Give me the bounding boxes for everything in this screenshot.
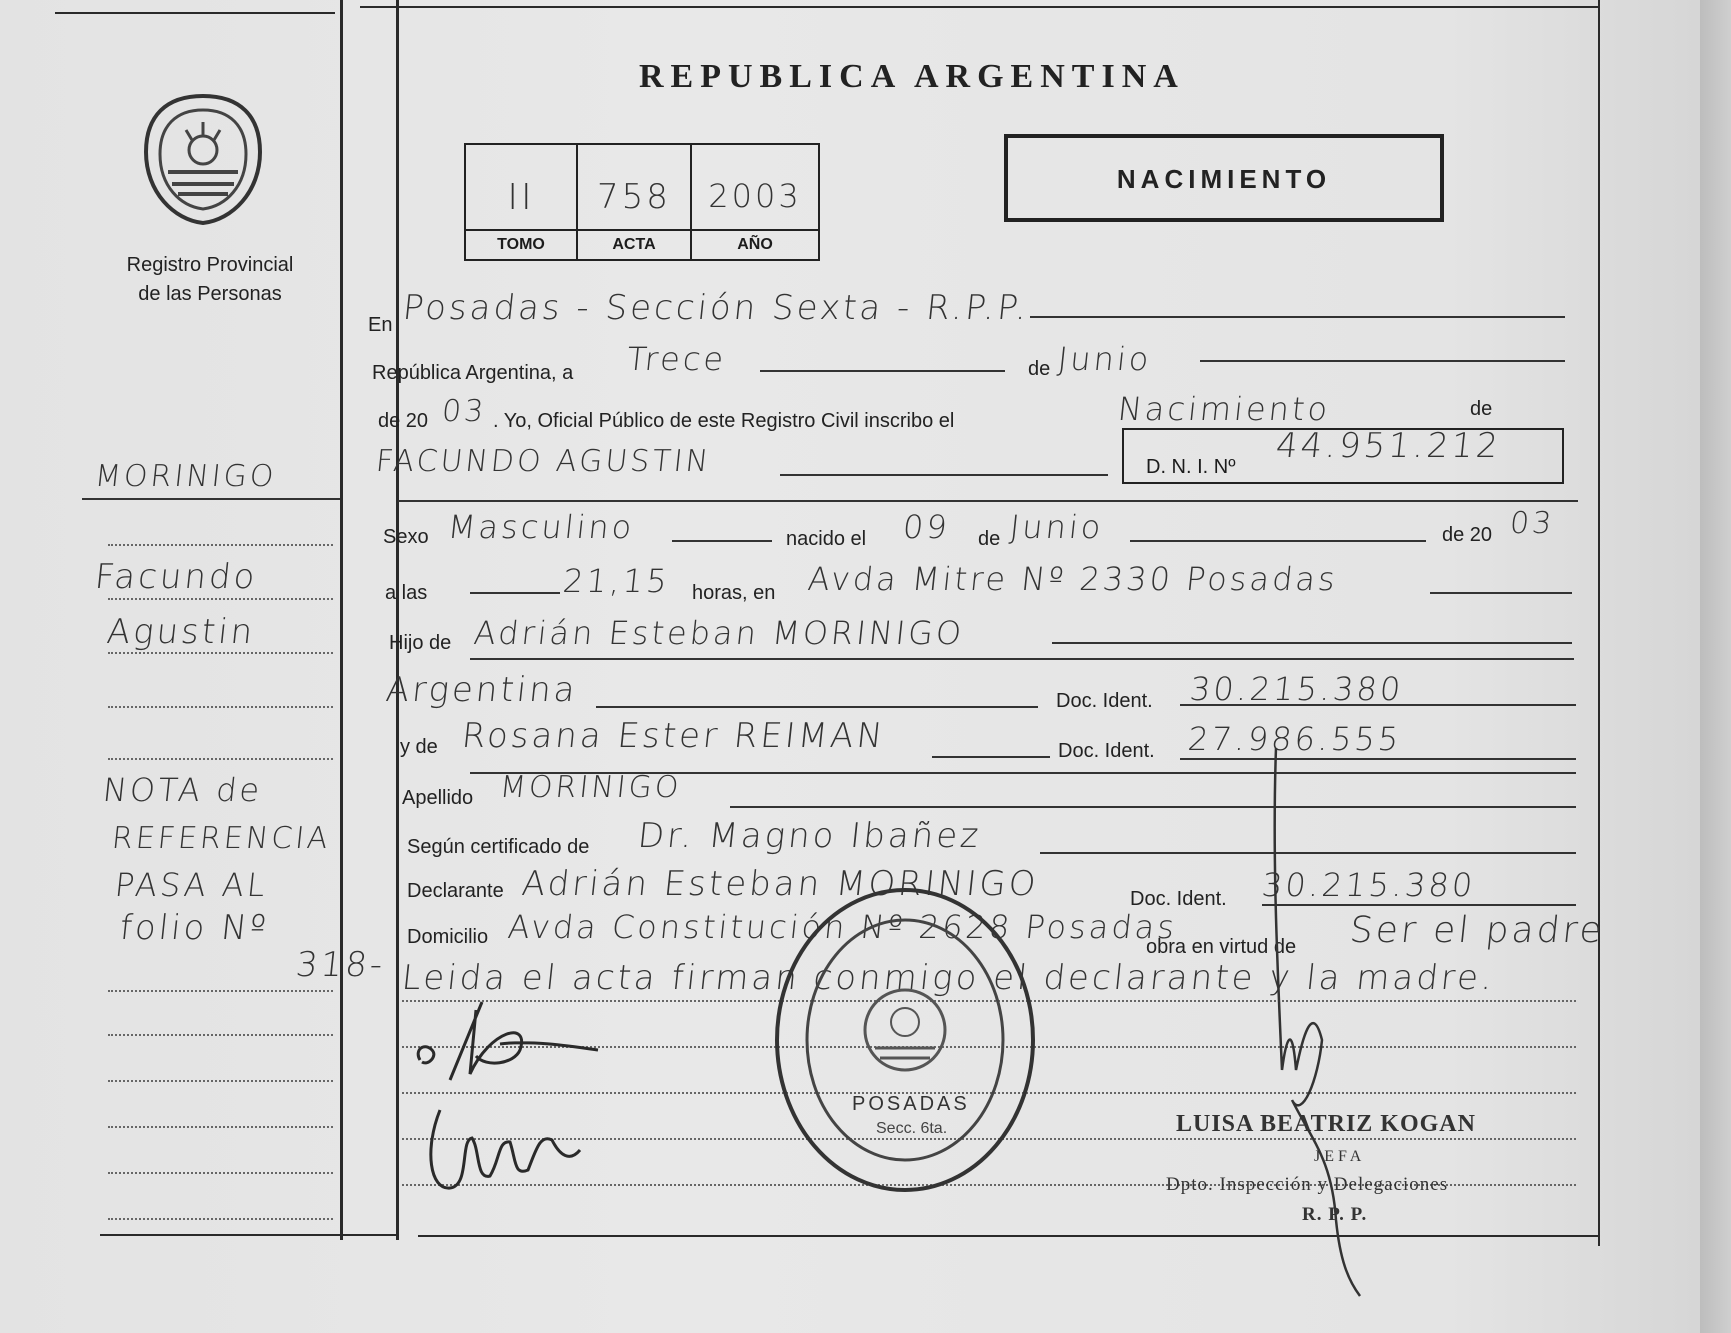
form-rule (760, 370, 1005, 372)
republica-label: República Argentina, a (372, 362, 574, 384)
mother-name: Rosana Ester REIMAN (459, 716, 888, 756)
form-rule (1030, 316, 1565, 318)
domicilio-label: Domicilio (407, 926, 489, 948)
horas-label: horas, en (692, 582, 776, 604)
closing-statement: Leida el acta firman conmigo el declarante y la madre. (399, 958, 1498, 998)
registry-name-line2: de las Personas (138, 283, 282, 305)
official-name: LUISA BEATRIZ KOGAN (1176, 1111, 1476, 1137)
hijo-label: Hijo de (389, 632, 452, 654)
anio-label: AÑO (692, 229, 818, 259)
form-rule (672, 540, 772, 542)
margin-rule (108, 1218, 333, 1220)
form-rule (398, 500, 1578, 502)
official-seal-icon (770, 880, 1040, 1200)
margin-rule (108, 1080, 333, 1082)
top-rule-left (55, 12, 335, 14)
form-rule (1130, 540, 1426, 542)
declarant-capacity: Ser el padre (1347, 910, 1607, 951)
form-left-border (396, 0, 399, 1240)
margin-given-name-2: Agustin (104, 612, 258, 652)
anio-value: 2003 (708, 177, 802, 215)
official-seal-city: POSADAS (852, 1093, 970, 1115)
registration-year: 03 (440, 394, 489, 429)
segun-label: Según certificado de (407, 836, 590, 858)
act-type-box (1004, 134, 1444, 222)
doc-label-3: Doc. Ident. (1130, 888, 1227, 910)
mother-signature-icon (420, 1090, 590, 1200)
birth-day: 09 (901, 508, 952, 546)
dni-value: 44.951.212 (1273, 426, 1503, 466)
yde-label: y de (400, 736, 438, 758)
day-in-words: Trece (625, 340, 729, 378)
record-number-box (464, 143, 820, 261)
form-rule (1180, 704, 1576, 706)
registry-name-line1: Registro Provincial (126, 254, 294, 276)
certifier-name: Dr. Magno Ibañez (635, 816, 984, 856)
de-label-3: de (978, 528, 1001, 550)
tomo-label: TOMO (466, 229, 576, 259)
doc-label: Doc. Ident. (1056, 690, 1153, 712)
margin-rule (108, 1172, 333, 1174)
margin-rule (108, 706, 333, 708)
margin-rule (108, 1126, 333, 1128)
registry-location: Posadas - Sección Sexta - R.P.P. (400, 288, 1032, 328)
sexo-label: Sexo (383, 526, 429, 548)
sex-value: Masculino (446, 508, 637, 546)
left-column-border (340, 0, 343, 1240)
de20-label: de 20 (378, 410, 429, 432)
acta-value: 758 (597, 177, 671, 217)
alas-label: a las (385, 582, 428, 604)
form-rule (780, 474, 1108, 476)
margin-note-3: PASA AL (113, 866, 270, 904)
anio-cell (692, 145, 818, 259)
margin-rule (108, 598, 333, 600)
form-right-border (1598, 0, 1600, 1246)
de-label-2: de (1470, 398, 1493, 420)
nacido-label: nacido el (786, 528, 867, 550)
inscribo-text: . Yo, Oficial Público de este Registro Civil inscribo el (493, 410, 955, 432)
document-title: REPUBLICA ARGENTINA (639, 58, 1185, 95)
form-rule (1200, 360, 1565, 362)
declarant-doc: 30.215.380 (1260, 866, 1478, 904)
provincial-seal-icon (138, 92, 268, 227)
birth-month: Junio (1008, 508, 1106, 546)
father-doc: 30.215.380 (1188, 670, 1406, 708)
tomo-cell (466, 145, 578, 259)
de-label: de (1028, 358, 1051, 380)
dni-box (1122, 428, 1564, 484)
margin-rule (108, 544, 333, 546)
registration-month: Junio (1056, 340, 1154, 378)
margin-rule (108, 1034, 333, 1036)
tomo-value: II (507, 177, 535, 218)
act-type-handwritten: Nacimiento (1116, 390, 1333, 428)
margin-rule (108, 652, 333, 654)
form-rule (470, 592, 560, 594)
margin-folio-number: 318- (293, 945, 388, 985)
form-rule (1052, 642, 1572, 644)
margin-bottom-rule (100, 1234, 396, 1236)
declarant-name: Adrián Esteban MORINIGO (519, 864, 1041, 904)
acta-cell (578, 145, 692, 259)
margin-rule (108, 990, 333, 992)
margin-given-name-1: Facundo (92, 557, 260, 597)
father-name: Adrián Esteban MORINIGO (472, 614, 967, 652)
registry-name (90, 251, 330, 309)
declarante-label: Declarante (407, 880, 504, 902)
margin-note-2: REFERENCIA (110, 821, 333, 856)
apellido-label: Apellido (402, 787, 474, 809)
en-label: En (368, 314, 393, 336)
page-edge (1700, 0, 1731, 1333)
form-rule (932, 756, 1050, 758)
birth-year: 03 (1508, 506, 1557, 541)
form-rule (470, 658, 1574, 660)
top-rule-right (360, 6, 1600, 8)
form-rule (730, 806, 1576, 808)
margin-note-4: folio Nº (117, 908, 271, 948)
dni-label: D. N. I. Nº (1146, 456, 1236, 478)
official-department: Dpto. Inspección y Delegaciones (1166, 1174, 1449, 1195)
declarant-domicile: Avda Constitución Nº 2628 Posadas (506, 908, 1180, 946)
acta-label: ACTA (578, 229, 690, 259)
father-nationality: Argentina (383, 670, 580, 710)
mother-doc: 27.986.555 (1186, 720, 1404, 758)
obra-label: obra en virtud de (1146, 936, 1297, 958)
margin-surname-rule (82, 498, 340, 500)
birth-place: Avda Mitre Nº 2330 Posadas (806, 560, 1340, 598)
official-seal-section: Secc. 6ta. (876, 1120, 948, 1137)
margin-surname: MORINIGO (93, 459, 279, 494)
official-title: JEFA (1314, 1148, 1366, 1165)
margin-rule (108, 758, 333, 760)
de20-label-2: de 20 (1442, 524, 1493, 546)
apellido-value: MORINIGO (498, 770, 684, 805)
official-org: R. P. P. (1302, 1204, 1368, 1225)
act-type-label: NACIMIENTO (1116, 164, 1332, 194)
form-rule (1430, 592, 1572, 594)
form-bottom-rule (418, 1235, 1600, 1237)
form-rule (596, 706, 1038, 708)
margin-note-1: NOTA de (101, 771, 265, 809)
birth-time: 21,15 (561, 562, 672, 600)
doc-label-2: Doc. Ident. (1058, 740, 1155, 762)
declarant-signature-icon (410, 990, 620, 1100)
child-name: FACUNDO AGUSTIN (374, 444, 713, 479)
